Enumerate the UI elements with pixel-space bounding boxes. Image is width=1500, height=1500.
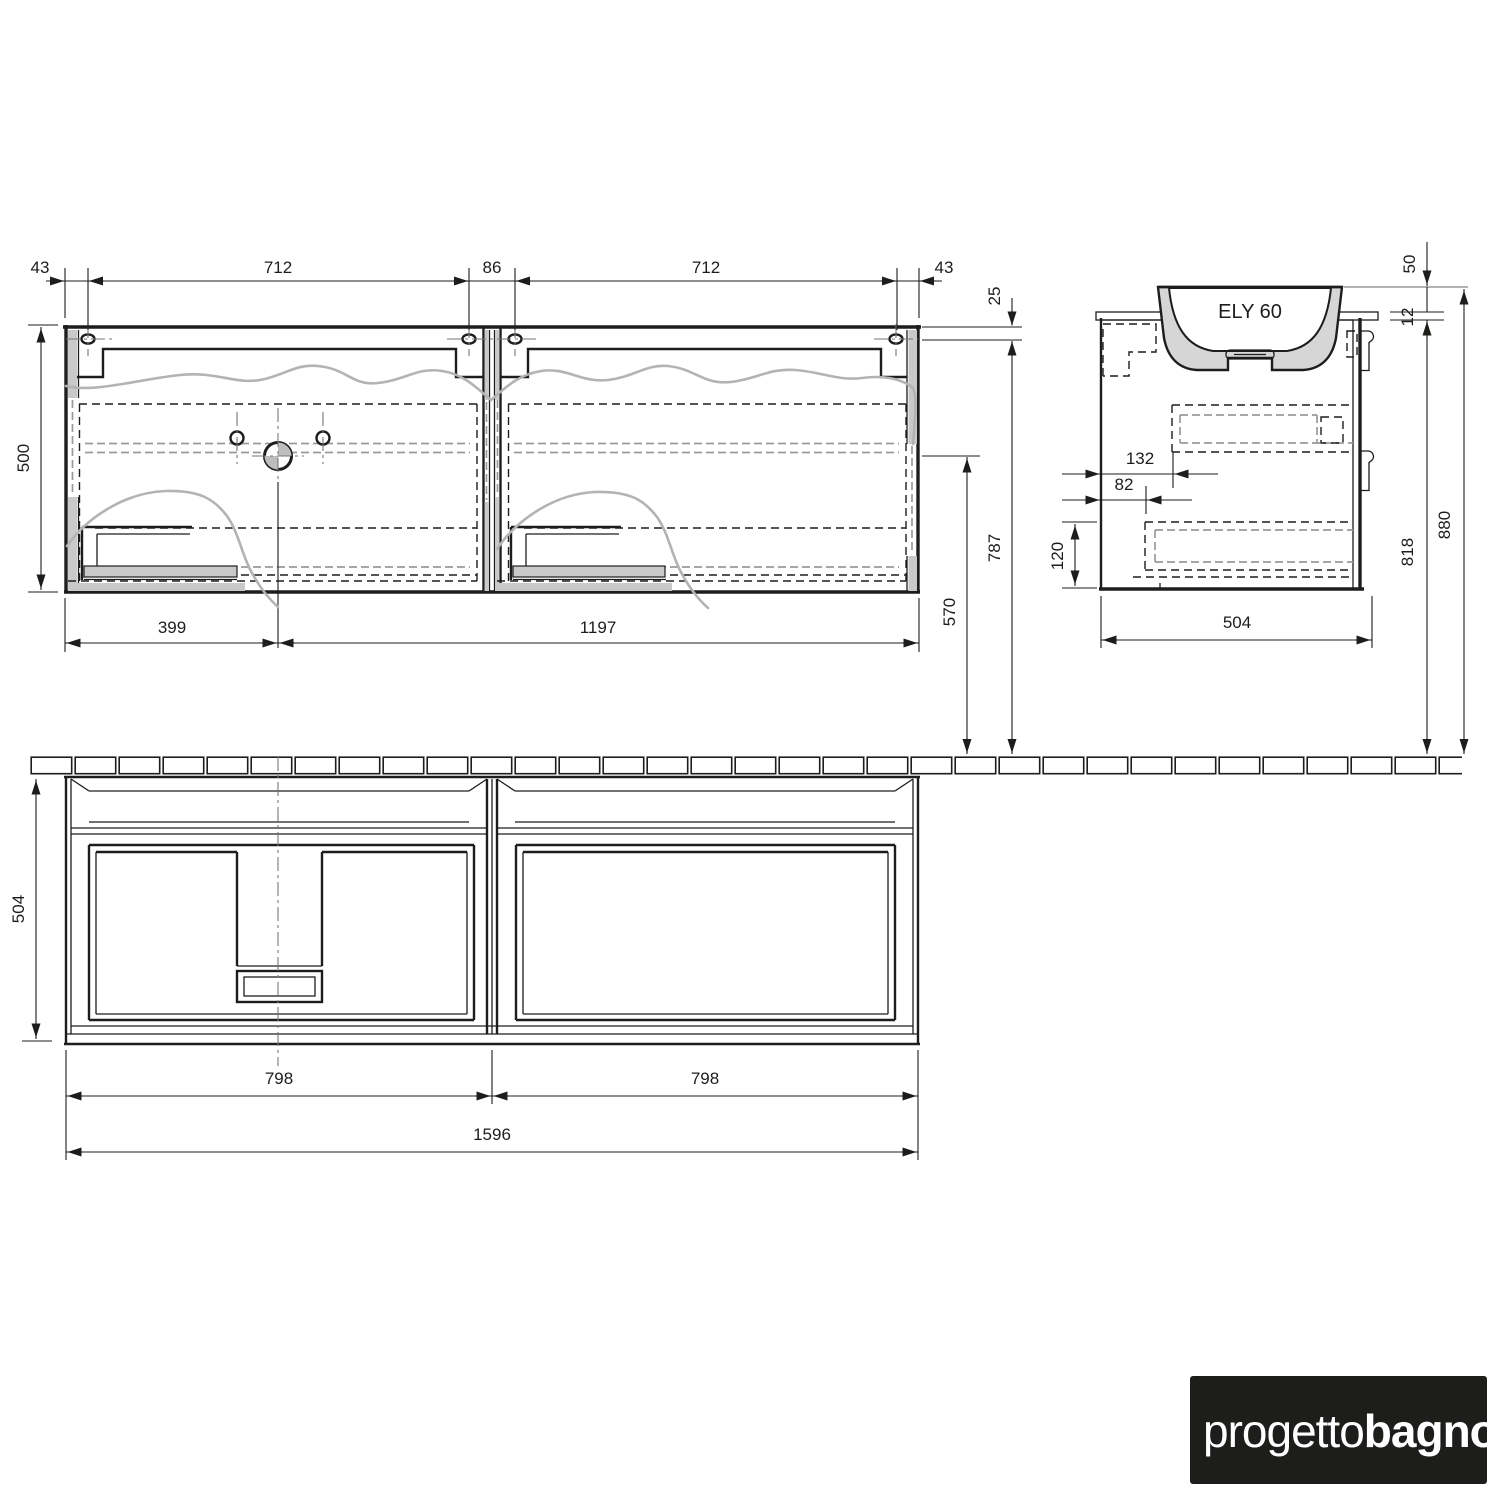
dim-label-570: 570 <box>940 597 959 627</box>
front-elevation-view <box>14 258 1022 754</box>
dim-label-12: 12 <box>1398 307 1417 327</box>
dim-label-86: 86 <box>482 258 502 277</box>
plan-drawer-right <box>516 845 895 1020</box>
hanger-slot-holes <box>66 324 918 356</box>
front-dims-right <box>922 287 1022 754</box>
front-side-panels <box>68 328 917 591</box>
logo-text <box>1203 1405 1497 1457</box>
dim-label-798-right: 798 <box>690 1069 720 1088</box>
front-dims-bottom <box>65 598 919 652</box>
front-carcass-outline <box>63 325 921 593</box>
front-hidden-lines-right <box>497 404 906 586</box>
drain-quadrant <box>278 443 292 457</box>
dim-label-880: 880 <box>1435 510 1454 540</box>
front-dims-top <box>31 258 954 330</box>
wall-bracket-icon <box>1360 331 1373 371</box>
dim-label-50: 50 <box>1400 254 1419 274</box>
dim-label-25: 25 <box>985 286 1004 306</box>
dim-label-82: 82 <box>1114 475 1134 494</box>
dim-label-132: 132 <box>1125 449 1155 468</box>
dim-label-798-left: 798 <box>264 1069 294 1088</box>
dim-label-399: 399 <box>157 618 187 637</box>
drain-quadrant <box>265 456 279 470</box>
brand-logo <box>1190 1376 1497 1484</box>
logo-text-bold: bagno <box>1363 1405 1497 1457</box>
dim-label-787: 787 <box>985 533 1004 563</box>
front-top-rails <box>77 349 907 377</box>
model-label: ELY 60 <box>1218 301 1282 323</box>
plan-dims <box>9 779 918 1160</box>
logo-text-regular: progetto <box>1203 1405 1364 1457</box>
dim-label-1197: 1197 <box>579 618 617 637</box>
plan-view <box>9 757 920 1160</box>
front-dim-500 <box>14 325 58 592</box>
dim-label-504-side: 504 <box>1222 613 1252 632</box>
wall-tile-strip <box>30 756 1462 775</box>
basin-section <box>1158 287 1468 370</box>
dim-label-1596: 1596 <box>473 1125 511 1144</box>
dim-label-712-left: 712 <box>263 258 293 277</box>
dim-label-43-right: 43 <box>934 258 954 277</box>
plan-drawer-left <box>89 757 474 1066</box>
dim-label-712-right: 712 <box>691 258 721 277</box>
side-section-view <box>1048 242 1468 754</box>
dim-label-500: 500 <box>14 443 33 473</box>
plan-carcass <box>64 777 920 1044</box>
front-hidden-lines-left <box>68 404 477 586</box>
siphon-cutout-box <box>237 971 322 1002</box>
wall-bracket-icon <box>1360 451 1373 491</box>
dim-label-43-left: 43 <box>30 258 50 277</box>
dim-label-504-plan: 504 <box>9 894 28 924</box>
dim-label-120: 120 <box>1048 541 1067 571</box>
dim-label-818: 818 <box>1398 537 1417 567</box>
